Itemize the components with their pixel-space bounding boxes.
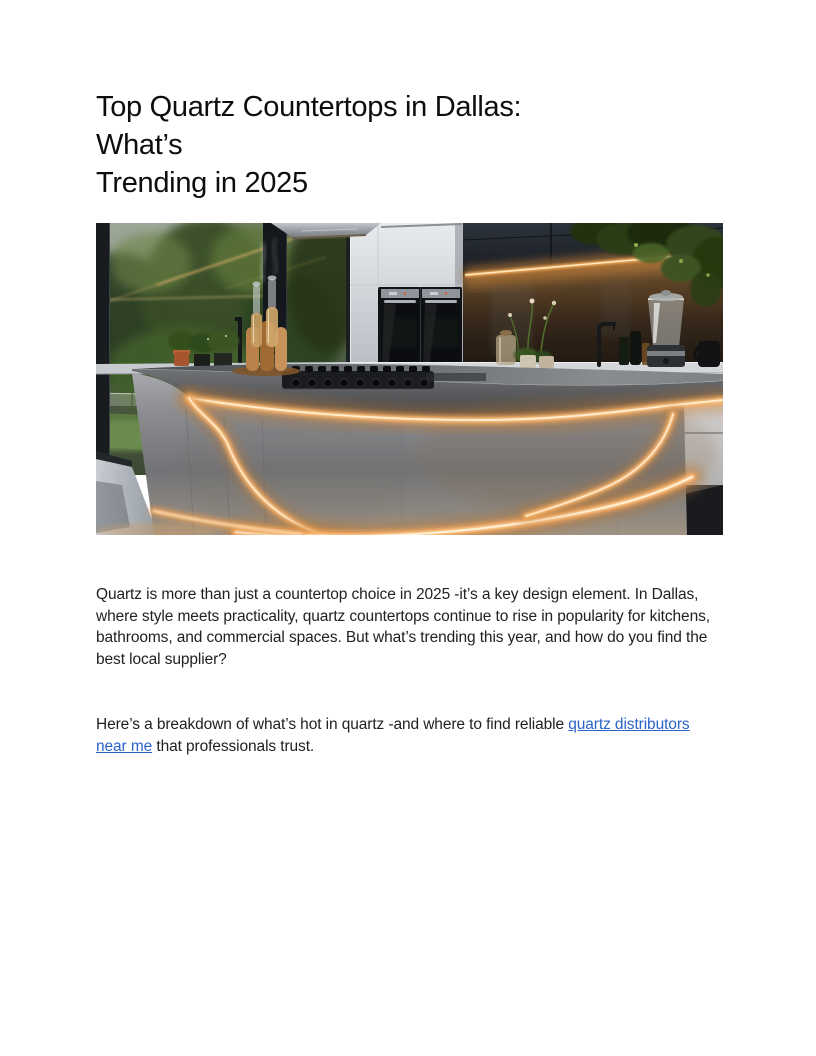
wall-ovens-cabinet xyxy=(350,223,463,373)
closing-text-3: that professionals trust. xyxy=(152,737,315,755)
article-title xyxy=(96,88,723,202)
title-line-2: What’s xyxy=(96,129,183,161)
closing-paragraph xyxy=(96,714,723,757)
hero-image xyxy=(96,223,723,535)
link-near-me[interactable]: near me xyxy=(96,737,153,755)
closing-text-1: Here’s a breakdown of what’s hot in quartz -and where to find reliable xyxy=(96,716,569,733)
title-line-1: Top Quartz Countertops in Dallas: xyxy=(96,91,522,123)
intro-paragraph: Quartz is more than just a countertop choice in 2025 -it’s a key design element. In Dallas, where style meets practicality, quartz countertops continue to rise in popularity for kitchens, bathrooms, and commercial spaces. But what’s trending this year, and how do you find the best local supplier? xyxy=(96,586,710,668)
title-line-3: Trending in 2025 xyxy=(96,167,308,199)
link-quartz-distributors[interactable]: quartz distributors xyxy=(568,716,690,733)
